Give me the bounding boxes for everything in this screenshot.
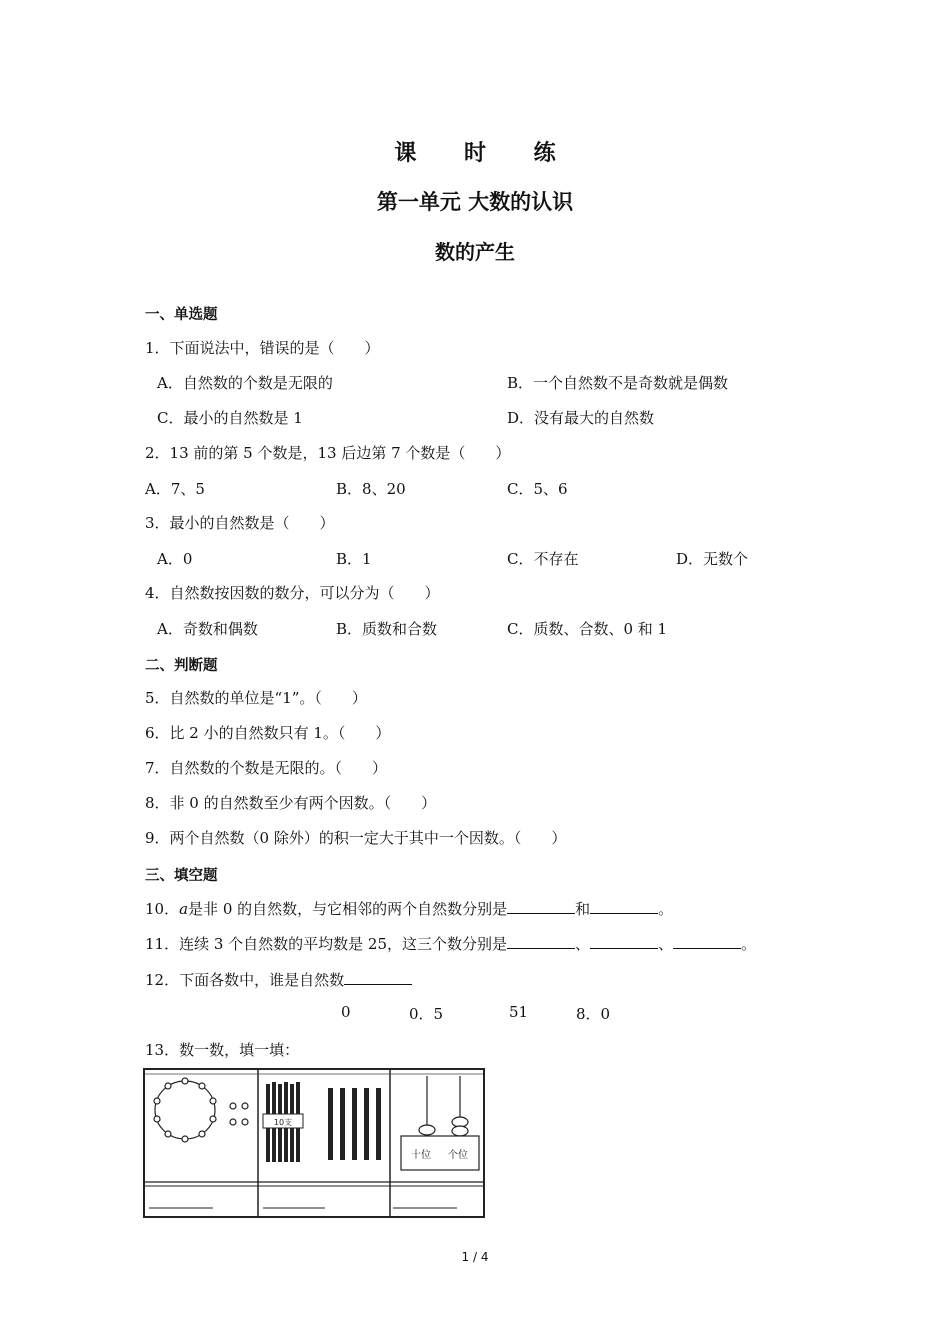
q2-option-a: A．7、5: [145, 480, 205, 498]
question-7: 7．自然数的个数是无限的。（ ）: [145, 759, 388, 777]
q12-number: 0．5: [409, 1005, 444, 1023]
unit-title: 第一单元 大数的认识: [376, 189, 574, 214]
single-sticks: [328, 1088, 381, 1160]
q11-text: 11．连续 3 个自然数的平均数是 25，这三个数分别是: [145, 935, 508, 953]
loose-beads: [230, 1103, 248, 1125]
q10-blank-1[interactable]: [507, 899, 575, 914]
q12-number: 0: [341, 1003, 351, 1021]
q3-option-b: B．1: [336, 550, 372, 568]
q11-blank-2[interactable]: [590, 934, 658, 949]
tens-place-label: 十位: [411, 1150, 431, 1161]
q12-number: 8．0: [576, 1005, 611, 1023]
q10-blank-2[interactable]: [590, 899, 658, 914]
q3-option-d: D．无数个: [676, 550, 749, 568]
q3-option-c: C．不存在: [507, 550, 579, 568]
q4-option-a: A．奇数和偶数: [157, 620, 258, 638]
lesson-title: 数的产生: [435, 240, 515, 264]
question-9: 9．两个自然数（0 除外）的积一定大于其中一个因数。（ ）: [145, 829, 567, 847]
question-3: 3．最小的自然数是（ ）: [145, 514, 335, 532]
q10-and: 和: [575, 900, 591, 918]
q1-option-b: B．一个自然数不是奇数就是偶数: [507, 374, 729, 392]
q12-blank[interactable]: [344, 970, 412, 985]
q4-option-b: B．质数和合数: [336, 620, 438, 638]
q11-blank-1[interactable]: [507, 934, 575, 949]
q12-text: 12．下面各数中，谁是自然数: [145, 971, 345, 989]
question-5: 5．自然数的单位是“1”。（ ）: [145, 689, 367, 707]
page-number: 1 / 4: [461, 1250, 489, 1264]
q11-sep-2: 、: [658, 935, 674, 953]
question-13: 13．数一数，填一填：: [145, 1041, 300, 1059]
section-fill-blank: 三、填空题: [145, 868, 218, 884]
counting-figure-drawing: [145, 1070, 483, 1216]
ones-place-label: 个位: [448, 1150, 468, 1161]
q2-option-b: B．8、20: [336, 480, 406, 498]
section-true-false: 二、判断题: [145, 658, 218, 674]
q10-end: 。: [658, 900, 674, 918]
q10-text: 是非 0 的自然数，与它相邻的两个自然数分别是: [188, 900, 508, 918]
q11-end: 。: [741, 935, 757, 953]
q1-option-a: A．自然数的个数是无限的: [157, 374, 333, 392]
bundle-label: 10支: [273, 1118, 293, 1127]
question-12: [145, 969, 412, 990]
question-6: 6．比 2 小的自然数只有 1。（ ）: [145, 724, 391, 742]
section-single-choice: 一、单选题: [145, 307, 218, 323]
q10-variable: a: [179, 900, 189, 918]
q1-option-d: D．没有最大的自然数: [507, 409, 655, 427]
q11-sep-1: 、: [575, 935, 591, 953]
question-1: 1．下面说法中，错误的是（ ）: [145, 339, 380, 357]
question-2: 2．13 前的第 5 个数是，13 后边第 7 个数是（ ）: [145, 444, 511, 462]
bead-ring: [154, 1078, 216, 1142]
counting-figure: [143, 1068, 485, 1218]
q4-option-c: C．质数、合数、0 和 1: [507, 620, 668, 638]
q11-blank-3[interactable]: [673, 934, 741, 949]
question-10: [145, 898, 673, 919]
worksheet-title: 课 时 练: [394, 140, 576, 166]
q10-number: 10．: [145, 900, 180, 918]
q2-option-c: C．5、6: [507, 480, 568, 498]
question-4: 4．自然数按因数的数分，可以分为（ ）: [145, 584, 440, 602]
question-11: [145, 933, 756, 954]
question-8: 8．非 0 的自然数至少有两个因数。（ ）: [145, 794, 437, 812]
q1-option-c: C．最小的自然数是 1: [157, 409, 303, 427]
q3-option-a: A．0: [157, 550, 193, 568]
q12-number: 51: [509, 1003, 529, 1021]
